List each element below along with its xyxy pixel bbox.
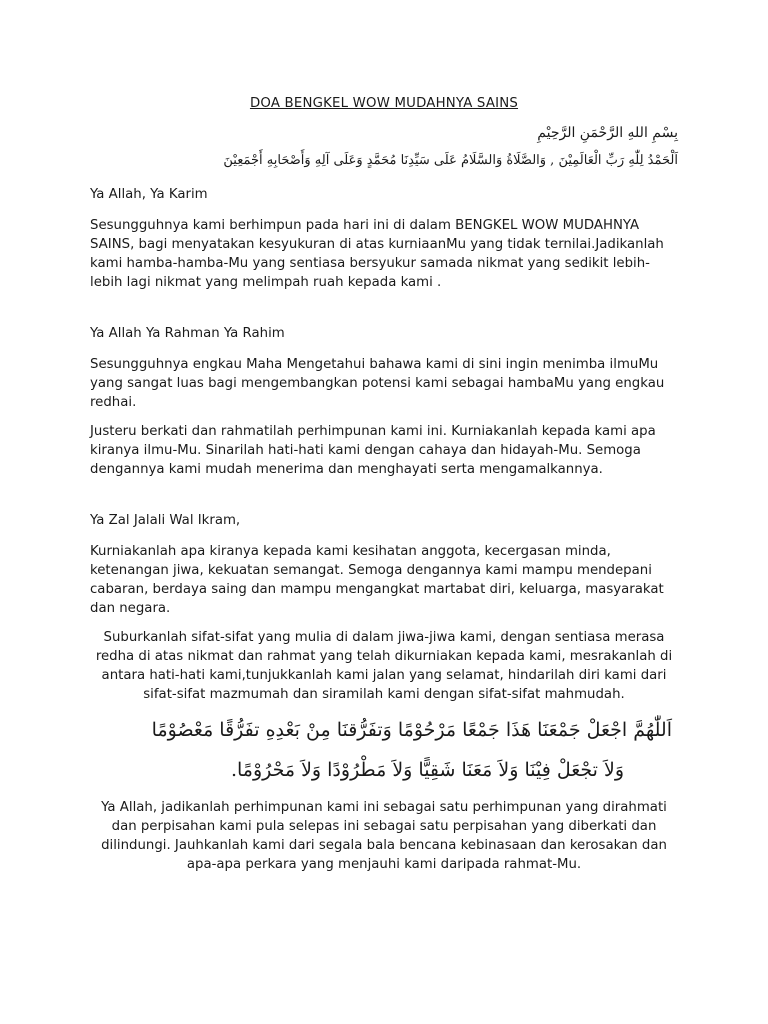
section1-heading: Ya Allah, Ya Karim [90, 187, 208, 202]
section2-heading: Ya Allah Ya Rahman Ya Rahim [90, 326, 285, 341]
section1-paragraph: Sesungguhnya kami berhimpun pada hari ini di dalam BENGKEL WOW MUDAHNYA SAINS, bagi menyatakan kesyukuran di atas kurniaanMu yang tidak ternilai.Jadikanlah kami hamba-hamba-Mu yang sentiasa bersyukur samada nikmat yang sedikit lebih-lebih lagi nikmat yang melimpah ruah kepada kami . [90, 218, 664, 290]
spacer [90, 489, 678, 511]
closing-paragraph: Ya Allah, jadikanlah perhimpunan kami ini sebagai satu perhimpunan yang dirahmati dan perpisahan kami pula selepas ini sebagai satu perpisahan yang diberkati dan dilindungi. Jauhkanlah kami dari segala bala bencana kebinasaan dan kerosakan dan apa-apa perkara yang menjauhi kami daripada rahmat-Mu. [101, 800, 667, 872]
spacer [90, 302, 678, 324]
section2-paragraph2: Justeru berkati dan rahmatilah perhimpunan kami ini. Kurniakanlah kepada kami apa kiranya ilmu-Mu. Sinarilah hati-hati kami dengan cahaya dan hidayah-Mu. Semoga dengannya kami mudah menerima dan menghayati serta mengamalkannya. [90, 424, 656, 477]
document-title: DOA BENGKEL WOW MUDAHNYA SAINS [249, 96, 519, 111]
section3-paragraph1: Kurniakanlah apa kiranya kepada kami kesihatan anggota, kecergasan minda, ketenangan jiwa, kekuatan semangat. Semoga dengannya kami mampu mendepani cabaran, berdaya saing dan mampu mengangkat martabat diri, keluarga, masyarakat dan negara. [90, 544, 664, 616]
section2-paragraph1: Sesungguhnya engkau Maha Mengetahui bahawa kami di sini ingin menimba ilmuMu yang sangat luas bagi mengembangkan potensi kami sebagai hambaMu yang engkau redhai. [90, 357, 665, 410]
section3-heading: Ya Zal Jalali Wal Ikram, [90, 513, 241, 528]
basmalah-text: بِسْمِ اللهِ الرَّحْمَنِ الرَّحِيْمِ [537, 125, 678, 141]
section3-paragraph2: Suburkanlah sifat-sifat yang mulia di dalam jiwa-jiwa kami, dengan sentiasa merasa redha di atas nikmat dan rahmat yang telah dikurniakan kepada kami, mesrakanlah di antara hati-hati kami,tunjukkanlah kami jalan yang selamat, hindarilah diri kami dari sifat-sifat mazmumah dan siramilah kami dengan sifat-sifat mahmudah. [95, 630, 673, 702]
hamdalah-text: اَلْحَمْدُ لِلّٰهِ رَبِّ الْعَالَمِيْنَ , وَالصَّلَاةُ وَالسَّلَامُ عَلَى سَيِّدِنَا مُحَمَّدٍ وَعَلَى آلِهِ وَأَصْحَابِهِ أَجْمَعِيْنَ [223, 153, 678, 168]
arabic-prayer-line2: وَلاَ تجْعَلْ فِيْنَا وَلاَ مَعَنَا شَقِيًّا وَلاَ مَطْرُوْدًا وَلاَ مَحْرُوْمًا. [230, 759, 624, 781]
arabic-prayer-line1: اَللّٰهُمَّ اجْعَلْ جَمْعَنَا هَذَا جَمْعًا مَرْحُوْمًا وَتفَرُّقنَا مِنْ بَعْدِهِ تفَرُّقًا مَعْصُوْمًا [151, 719, 672, 741]
